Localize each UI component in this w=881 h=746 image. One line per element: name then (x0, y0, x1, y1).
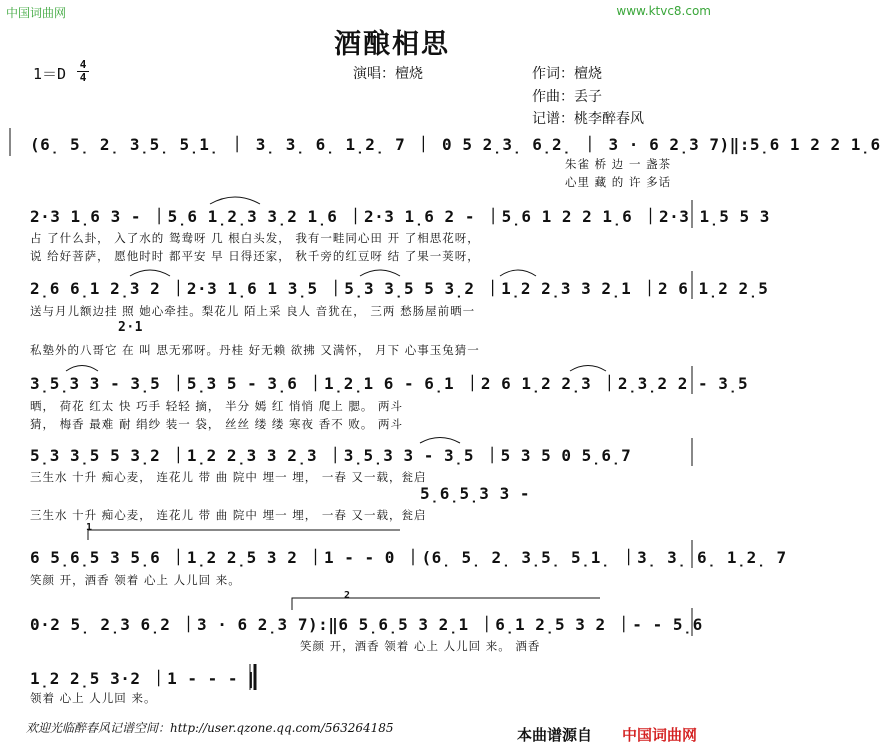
score-line-1-lyric-1: 朱雀 桥 边 一 盏茶 (565, 157, 672, 171)
score-line-2-notes: 2·3 1̣6 3 - ｜5̣6 1̣2̣3 3̣2 1̣6 ｜2·3 1̣6 2 - ｜5̣6 1 2 2 1̣6 ｜2·3 1̣5 5 3 (30, 207, 770, 226)
singer: 演唱：檀烧 (353, 66, 423, 82)
lyricist: 作词：檀烧 (532, 66, 602, 82)
score-line-2-lyric-1: 占 了什么卦， 入了水的 鸳鸯呀 几 根白头发， 我有一畦同心田 开 了相思花呀， (30, 231, 480, 245)
score-line-5-lyric-1: 晒， 荷花 红太 快 巧手 轻轻 摘， 半分 嫣 红 悄悄 爬上 腮。 两斗 (30, 399, 404, 413)
score-line-5-lyric-2: 猜， 梅香 最难 耐 绢纱 装一 袋， 丝丝 缕 缕 寒夜 香不 败。 两斗 (30, 417, 404, 431)
score-line-1-lyric-2: 心里 藏 的 许 多话 (565, 175, 672, 189)
tie (66, 366, 98, 372)
source-label: 本曲谱源自 (517, 726, 593, 744)
score-line-6-lyric-1: 三生水 十升 痴心麦， 连花儿 带 曲 院中 埋一 埋， 一春 又一载，瓮启 (30, 470, 427, 484)
score-line-3-notes: 2̣6 6̣1 2̣3 2 ｜2·3 1̣6 1 3̣5 ｜5̣3 3̣5 5 3̣2 ｜1̣2 2̣3 3 2̣1 ｜2 6 1̣2 2̣5 (30, 279, 769, 298)
volta-bracket-1 (88, 530, 400, 540)
watermark-left: 中国词曲网 (6, 6, 67, 20)
composer: 作曲：丢子 (532, 89, 602, 105)
score-line-8-lyric-1: 笑颜 开，酒香 领着 心上 人儿回 来。 (30, 573, 241, 587)
tie (130, 270, 170, 276)
score-line-2-lyric-2: 说 给好菩萨， 愿他时时 都平安 早 日得还家， 秋千旁的红豆呀 结 了果一荚呀， (30, 249, 480, 263)
volta-2-1: 2·1 (118, 320, 143, 335)
tie (570, 366, 606, 372)
score-line-3-lyric-1: 送与月儿额边挂 照 她心牵挂。梨花儿 陌上采 良人 音犹在， 三两 愁肠屋前晒一 (30, 304, 476, 318)
score-line-5-notes: 3̣5̣3 3 - 3̣5 ｜5̣3 5 - 3̣6 ｜1̣2̣1 6 - 6̣1 ｜2 6 1̣2 2̣3 ｜2̣3̣2 2 - 3̣5 (30, 374, 749, 393)
tie (420, 438, 460, 444)
score-line-9-lyric-1: 笑颜 开，酒香 领着 心上 人儿回 来。 酒香 (300, 639, 541, 653)
key-signature: 1＝D (33, 65, 67, 83)
time-sig-bottom: 4 (79, 71, 87, 84)
time-sig-top: 4 (79, 58, 87, 71)
score-line-6-notes: 5̣3 3̣5 5 3̣2 ｜1̣2 2̣3 3 2̣3 ｜3̣5̣3 3 - 3̣5 ｜5 3 5 0 5̣6̣7 (30, 446, 632, 465)
score-line-7-notes: 5̣6̣5̣3 3 - (420, 484, 530, 503)
brand-name: 中国词曲网 (622, 726, 698, 744)
volta-2-label: 2 (344, 590, 351, 601)
song-title: 酒酿相思 (334, 29, 450, 60)
score-line-9-notes: 0·2 5̣ 2̣3 6̣2 ｜3 · 6 2̣3 7):‖6 5̣6̣5 3 2̣1 ｜6̣1 2̣5 3 2 ｜- - 5̣6 (30, 615, 703, 634)
volta-bracket-2 (292, 598, 600, 610)
score-line-7-lyric-1: 三生水 十升 痴心麦， 连花儿 带 曲 院中 埋一 埋， 一春 又一载，瓮启 (30, 508, 427, 522)
transcriber: 记谱：桃李醉春风 (532, 111, 644, 127)
score-line-1-notes: (6̣ 5̣ 2̣ 3̣5̣ 5̣1̣ ｜ 3̣ 3̣ 6̣ 1̣2̣ 7 ｜ 0 5 2̣3̣ 6̣2̣ ｜ 3 · 6 2̣3 7)‖:5̣6 1 2 2 1̣6 (30, 135, 881, 154)
welcome-note: 欢迎光临醉春风记谱空间：http://user.qzone.qq.com/563264185 (26, 721, 394, 735)
watermark-right: www.ktvc8.com (616, 4, 711, 18)
score-line-8-notes: 6 5̣6̣5 3 5̣6 ｜1̣2 2̣5 3 2 ｜1 - - 0 ｜(6̣ 5̣ 2̣ 3̣5̣ 5̣1̣ ｜3̣ 3̣ 6̣ 1̣2̣ 7 (30, 548, 787, 567)
tie (210, 197, 260, 204)
tie (500, 270, 536, 276)
score-line-10-lyric-1: 领着 心上 人儿回 来。 (30, 691, 157, 705)
score-line-10-notes: 1̣2 2̣5 3·2 ｜1 - - - ‖ (30, 669, 259, 688)
score-line-4-lyric-1: 私塾外的八哥它 在 叫 思无邪呀。丹桂 好无赖 欲拂 又满怀， 月下 心事玉兔猜一 (30, 343, 480, 357)
volta-1-label: 1 (86, 522, 93, 533)
tie (360, 270, 400, 276)
